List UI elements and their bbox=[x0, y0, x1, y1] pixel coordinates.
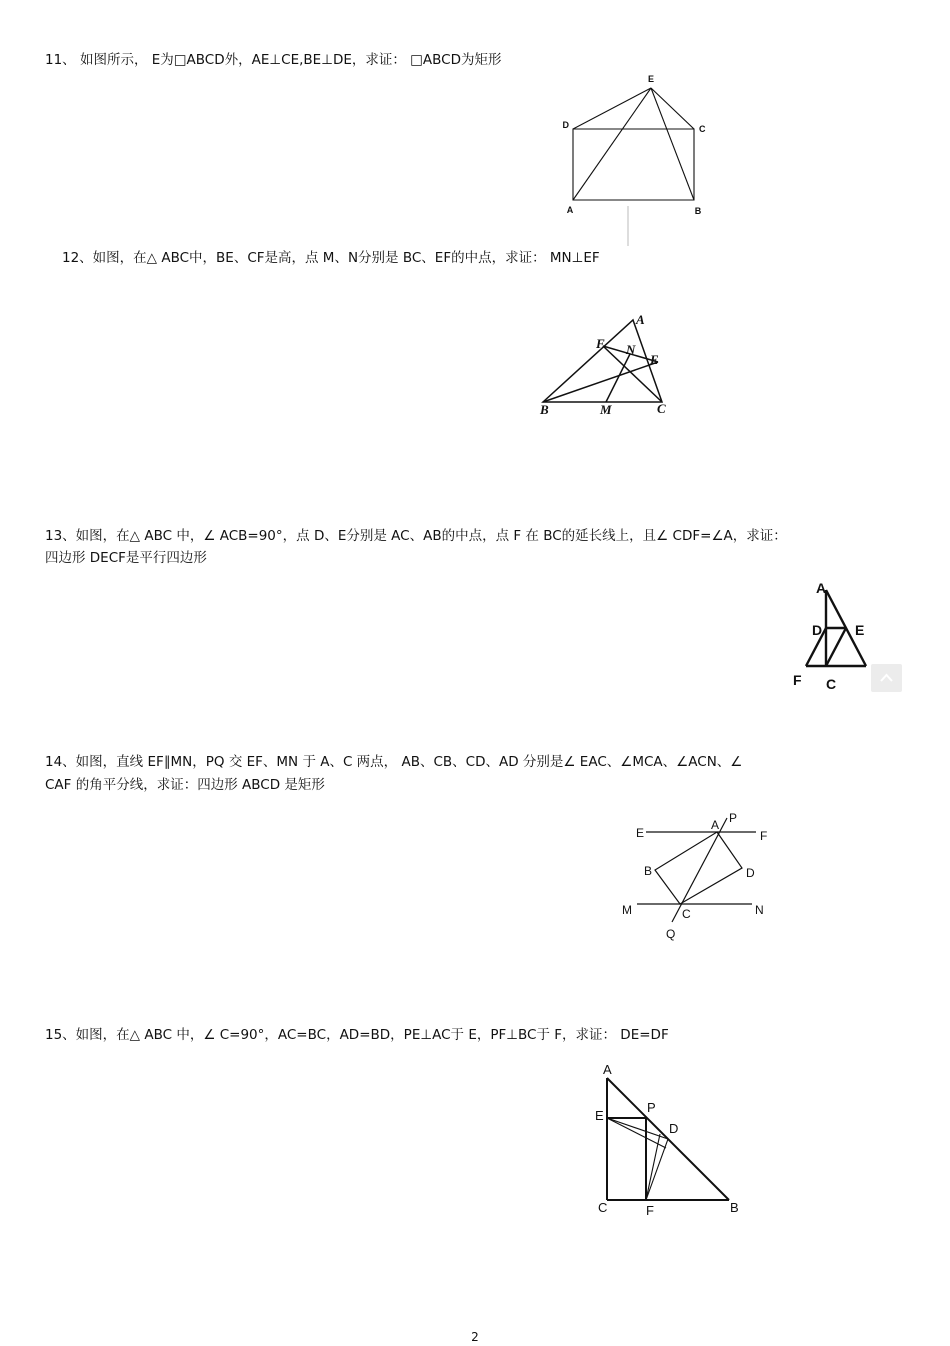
label-m: M bbox=[622, 903, 632, 917]
label-e: E bbox=[647, 74, 655, 84]
label-b: B bbox=[644, 864, 653, 878]
label-c: C bbox=[699, 124, 706, 134]
figure-11 bbox=[555, 70, 715, 250]
label-f: F bbox=[793, 672, 802, 688]
label-p: P bbox=[647, 1100, 656, 1115]
label-d: D bbox=[746, 866, 755, 880]
label-b: B bbox=[730, 1200, 739, 1215]
question-14-text-line-2: CAF 的角平分线，求证：四边形 ABCD 是矩形 bbox=[45, 777, 325, 793]
label-f: F bbox=[646, 1203, 654, 1218]
chevron-up-icon bbox=[871, 664, 902, 692]
label-e: E bbox=[595, 1108, 604, 1123]
label-f: F bbox=[596, 336, 605, 351]
label-b: B bbox=[540, 402, 549, 417]
figure-15 bbox=[590, 1055, 750, 1220]
label-c: C bbox=[657, 401, 666, 416]
question-13-text-line-1: 13、如图，在△ ABC 中，∠ ACB=90°，点 D、E分别是 AC、AB的中点，点 F 在 BC的延长线上，且∠ CDF=∠A，求证： bbox=[45, 528, 787, 544]
label-a: A bbox=[636, 312, 645, 327]
label-p: P bbox=[729, 811, 738, 825]
label-e: E bbox=[650, 352, 659, 367]
label-d: D bbox=[812, 622, 823, 638]
question-15-text: 15、如图，在△ ABC 中，∠ C=90°，AC=BC，AD=BD，PE⊥AC于 E，PF⊥BC于 F，求证： DE=DF bbox=[45, 1027, 669, 1043]
label-e: E bbox=[636, 826, 645, 840]
label-a: A bbox=[711, 818, 720, 832]
label-m: M bbox=[600, 402, 612, 417]
label-q: Q bbox=[666, 927, 676, 941]
question-12-text: 12、如图，在△ ABC中，BE、CF是高，点 M、N分别是 BC、EF的中点，求证： MN⊥EF bbox=[62, 250, 600, 266]
scroll-up-button[interactable] bbox=[871, 664, 902, 692]
label-c: C bbox=[682, 907, 691, 921]
page-number: 2 bbox=[471, 1330, 479, 1344]
label-n: N bbox=[626, 342, 636, 357]
label-e: E bbox=[855, 622, 865, 638]
figure-12 bbox=[530, 305, 680, 425]
label-d: D bbox=[669, 1121, 679, 1136]
figure-14 bbox=[615, 805, 775, 945]
question-13-text-line-2: 四边形 DECF是平行四边形 bbox=[45, 550, 207, 566]
question-11-text: 11、 如图所示， E为□ABCD外，AE⊥CE,BE⊥DE，求证： □ABCD为矩形 bbox=[45, 52, 502, 68]
label-a: A bbox=[816, 580, 827, 596]
label-c: C bbox=[826, 676, 837, 692]
label-d: D bbox=[562, 120, 569, 130]
label-c: C bbox=[598, 1200, 608, 1215]
label-a: A bbox=[566, 205, 574, 215]
question-14-text-line-1: 14、如图，直线 EF∥MN，PQ 交 EF、MN 于 A、C 两点， AB、CB、CD、AD 分别是∠ EAC、∠MCA、∠ACN、∠ bbox=[45, 754, 743, 770]
label-n: N bbox=[755, 903, 764, 917]
label-a: A bbox=[603, 1062, 612, 1077]
label-f: F bbox=[760, 829, 768, 843]
label-b: B bbox=[694, 206, 702, 216]
